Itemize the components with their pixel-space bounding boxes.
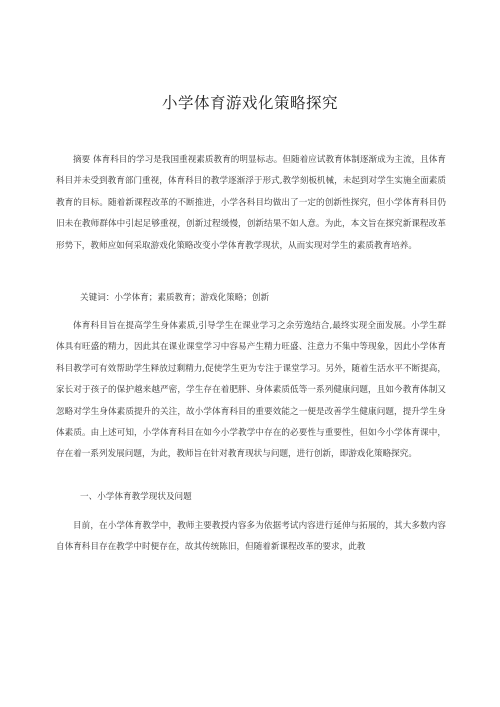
section1-heading: 一、小学体育教学现状及问题 [80,492,192,502]
keywords-line: 关键词：小学体育；素质教育；游戏化策略；创新 [80,293,270,303]
document-title: 小学体育游戏化策略探究 [161,94,338,112]
section1-block [56,516,446,559]
keywords-block [56,288,446,309]
intro-block [56,316,446,466]
section1-heading-block [56,487,446,508]
abstract-block [56,150,446,257]
intro-paragraph: 体育科目旨在提高学生身体素质,引导学生在课业学习之余劳逸结合,最终实现全面发展。小学生群体具有旺盛的精力，因此其在课业课堂学习中容易产生精力旺盛、注意力不集中等现象，因此小学体育科目教学可有效帮助学生释放过剩精力,促使学生更为专注于课堂学习。另外，随着生活水平不断提高，家长对于孩子的保护越来越严密，学生存在着肥胖、身体素质低等一系列健康问题，且如今教育体制又忽略对学生身体素质提升的关注，故小学体育科目的重要效能之一便是改善学生健康问题，提升学生身体素质。由上述可知，小学体育科目在如今小学教学中存在的必要性与重要性，但如今小学体育课中，存在着一系列发展问题，为此，教师旨在针对教育现状与问题，进行创新，即游戏化策略探究。 [56,321,446,460]
abstract-paragraph: 摘要 体育科目的学习是我国重视素质教育的明显标志。但随着应试教育体制逐渐成为主流，且体育科目并未受到教育部门重视，体育科目的教学逐渐浮于形式,教学刻板机械，未起到对学生实施全面素质教育的目标。随着新课程改革的不断推进，小学各科目均做出了一定的创新性探究，但小学体育科目仍旧未在教师群体中引起足够重视，创新过程缓慢，创新结果不如人意。为此，本文旨在探究新课程改革形势下，教师应如何采取游戏化策略改变小学体育教学现状，从而实现对学生的素质教育培养。 [56,155,446,251]
section1-paragraph: 目前，在小学体育教学中，教师主要教授内容多为依据考试内容进行延伸与拓展的，其大多数内容自体育科目存在教学中时便存在，故其传统陈旧，但随着新课程改革的要求，此教 [56,521,446,553]
